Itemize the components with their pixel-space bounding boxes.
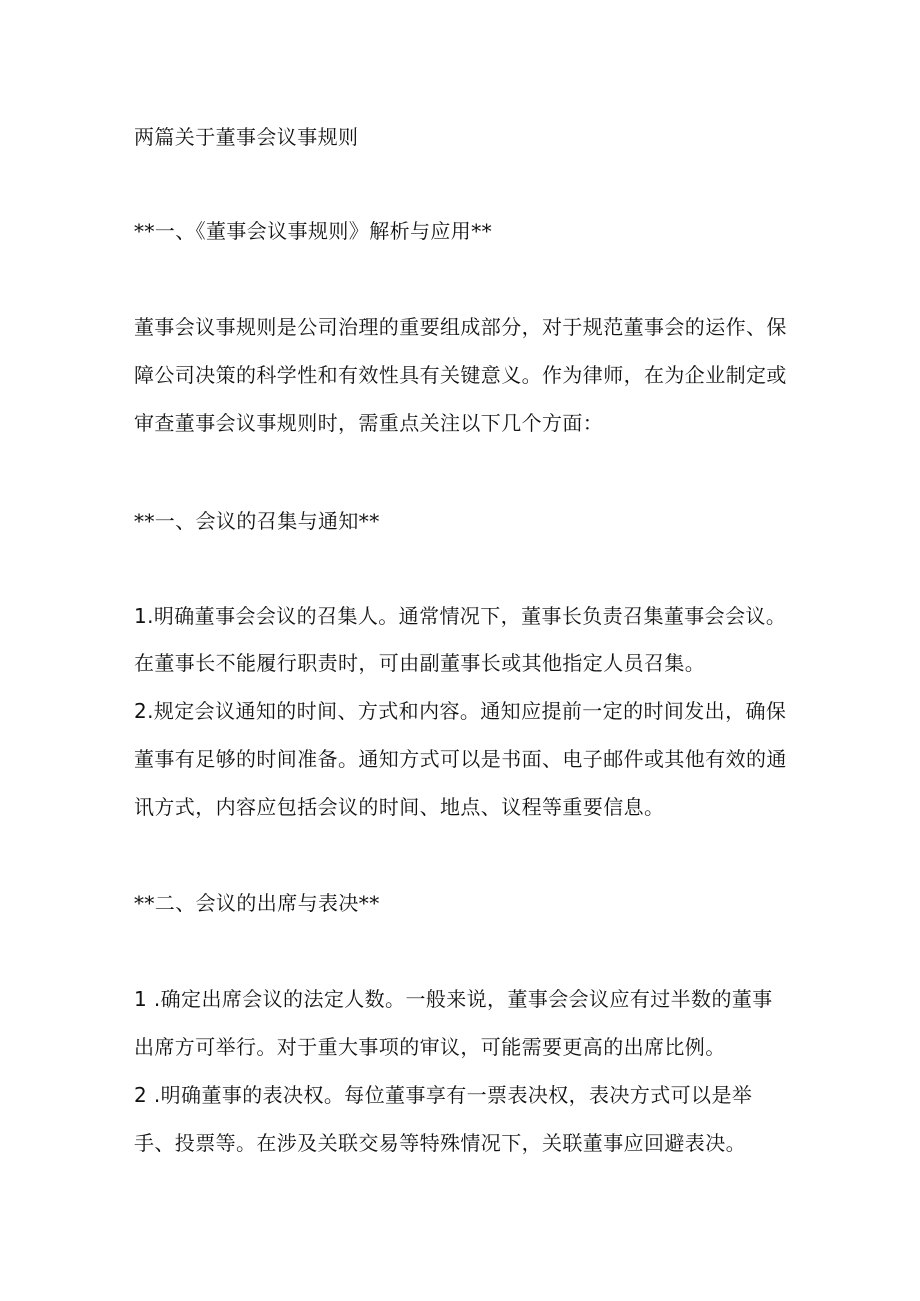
part1-line-4: 董事有足够的时间准备。通知方式可以是书面、电子邮件或其他有效的通 <box>134 747 787 771</box>
document-title: 两篇关于董事会议事规则 <box>134 125 359 149</box>
intro-line-2: 障公司决策的科学性和有效性具有关键意义。作为律师，在为企业制定或 <box>134 363 787 387</box>
intro-line-1: 董事会议事规则是公司治理的重要组成部分，对于规范董事会的运作、保 <box>134 315 787 339</box>
part1-heading: **一、会议的召集与通知** <box>134 509 380 533</box>
intro-line-3: 审查董事会议事规则时，需重点关注以下几个方面： <box>134 411 604 435</box>
part1-line-5: 讯方式，内容应包括会议的时间、地点、议程等重要信息。 <box>134 795 665 819</box>
part1-line-1: 1.明确董事会会议的召集人。通常情况下，董事长负责召集董事会会议。 <box>134 604 787 628</box>
part2-line-4: 手、投票等。在涉及关联交易等特殊情况下，关联董事应回避表决。 <box>134 1131 746 1155</box>
section-heading: **一、《董事会议事规则》解析与应用** <box>134 219 492 243</box>
part2-line-2: 出席方可举行。对于重大事项的审议，可能需要更高的出席比例。 <box>134 1035 726 1059</box>
part2-line-3: 2 .明确董事的表决权。每位董事享有一票表决权，表决方式可以是举 <box>134 1083 753 1107</box>
part1-line-3: 2.规定会议通知的时间、方式和内容。通知应提前一定的时间发出，确保 <box>134 699 787 723</box>
part2-heading: **二、会议的出席与表决** <box>134 891 380 915</box>
part1-line-2: 在董事长不能履行职责时，可由副董事长或其他指定人员召集。 <box>134 651 706 675</box>
part2-line-1: 1 .确定出席会议的法定人数。一般来说，董事会会议应有过半数的董事 <box>134 987 773 1011</box>
